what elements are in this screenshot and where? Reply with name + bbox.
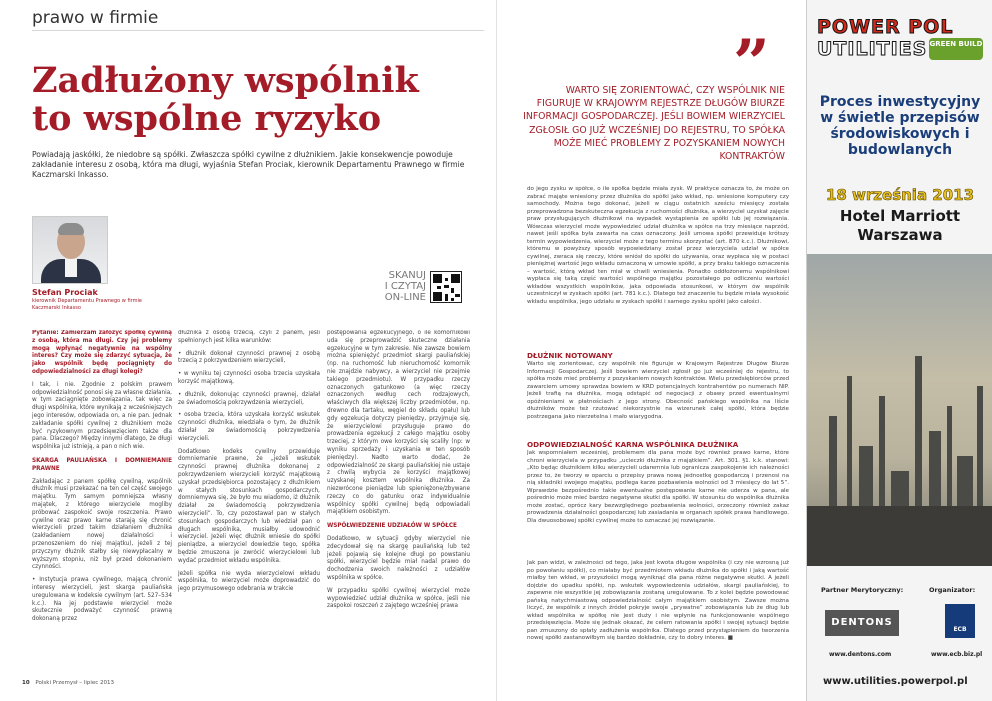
green-build-badge: GREEN BUILD (929, 38, 983, 60)
partner-label: Partner Merytoryczny: (821, 586, 904, 594)
qr-code-icon[interactable] (430, 271, 462, 303)
scan-cta-line: I CZYTAJ (384, 281, 426, 292)
pull-quote: WARTO SIĘ ZORIENTOWAĆ, CZY WSPÓLNIK NIE FIGURUJE W KRAJOWYM REJESTRZE DŁUGÓW BIURZE INFORMACJI GOSPODARCZEJ. JEŚLI BOWIEM WIERZYCIEL ZGŁOSIŁ GO JUŻ WCZEŚNIEJ DO REJESTRU, TO SPÓŁKA MOŻE MIEĆ PROBLEMY Z POZYSKANIEM NOWYCH KONTRAKTÓW (523, 85, 785, 163)
article-column-2 (178, 330, 320, 650)
paragraph: Zakładając z panem spółkę cywilną, wspólnik dłużnik musi przekazać na ten cel część swojego majątku. Tym samym pomniejsza własny majątek, z którego wierzyciele mogliby próbować zaspokoić swoje roszczenia. Prawo cywilne oraz prawo karne starają się chronić wierzycieli przed takim działaniem dłużnika (zakładaniem nowej działalności i przenoszeniem do niej majątku), jeżeli z tej przyczyny dłużnik stałby się niewypłacalny w wyższym stopniu, niż był przed dokonaniem czynności. (32, 478, 172, 571)
page-footer (22, 680, 114, 686)
article-column-1 (32, 330, 172, 650)
headline-line-1: Zadłużony wspólnik (32, 60, 419, 101)
author-name: Stefan Prociak (32, 288, 98, 297)
article-headline (32, 62, 482, 138)
organizer-label: Organizator: (929, 586, 976, 594)
main-url-link[interactable]: www.utilities.powerpol.pl (823, 676, 968, 687)
paragraph: • Instytucja prawa cywilnego, mającą chronić interesy wierzycieli, jest skarga pauliańska uregulowana w kodeksie cywilnym (art. 527–534 k.c.). Na jej podstawie wierzyciel może skutecznie podważyć czynność prawną dokonaną przez (32, 577, 172, 623)
bullet-item: • osoba trzecia, która uzyskała korzyść wskutek czynności dłużnika, wiedziała o tym, że dłużnik działał ze świadomością pokrzywdzenia wierzycieli. (178, 412, 320, 442)
publication-name: Polski Przemysł – lipiec 2013 (35, 680, 115, 686)
ad-logo-top: POWER POL (817, 16, 954, 38)
advertisement[interactable] (806, 0, 992, 701)
paragraph: Warto się zorientować, czy wspólnik nie figuruje w Krajowym Rejestrze Długów Biurze Informacji Gospodarczej. Jeśli bowiem wierzyciel zgłosił go już wcześniej do rejestru, to spółka może mieć problemy z pozyskaniem nowych kontraktów. Wielu przedsiębiorców przed zawarciem umowy sprawdza bowiem w KRD potencjalnych kontrahentów po numerach NIP. Jeżeli trafią na dłużnika, mogą odstąpić od negocjacji z obawy przed ewentualnymi opóźnieniami w płatnościach z jego strony. Obecność pańskiego wspólnika na liście dłużników może też rzutować niekorzystnie na wizerunek całej spółki, która będzie postrzegana jako nierzetelna i mało wiarygodna. (527, 361, 789, 420)
partner-url-link[interactable]: www.dentons.com (829, 651, 892, 658)
section-label: prawo w firmie (32, 8, 159, 28)
ad-venue-line: Warszawa (857, 226, 943, 244)
paragraph: Dodatkowo kodeks cywilny przewiduje domniemanie prawne, że „jeżeli wskutek czynności prawnej dłużnika dokonanej z pokrzywdzeniem wierzycieli korzyść majątkową uzyskał przedsiębiorca pozostający z dłużnikiem w stałych stosunkach gospodarczych, domniemywa się, że było mu wiadomo, iż dłużnik działał ze świadomością pokrzywdzenia wierzycieli”. To, czy pozostawał pan w stałych stosunkach gospodarczych lub wiedział pan o długach wspólnika, musiałby udowodnić wierzyciel. Jeżeli więc dłużnik wniesie do spółki pieniądze, a wierzyciel dowiedzie tego, spółka będzie zmuszona je zwrócić wierzycielowi lub wydać przedmiot wkładu wspólnika. (178, 448, 320, 564)
industrial-skyline-image (807, 254, 992, 566)
paragraph: Jak wspomniałem wcześniej, problemem dla pana może być również prawo karne, które chroni wierzyciela w przypadku „ucieczki dłużnika z majątkiem”. Art. 301. §1. k.k. stanowi: „Kto będąc dłużnikiem kilku wierzycieli udaremnia lub ogranicza zaspokojenie ich należności przez to, że tworzy w oparciu o przepisy prawa nową jednostkę gospodarczą i przenosi na nią składniki swojego majątku, podlega karze pozbawienia wolności od 3 miesięcy do lat 5”. Wprawdzie bezpośrednio takie ewentualne postępowanie karne nie uderza w pana, ale pośrednio może mieć bardzo negatywne skutki dla spółki. W stosunku do wspólnika dłużnika może zostać, oprócz kary bezwzględnego pozbawienia wolności, orzeczony również zakaz prowadzenia działalności gospodarczej lub zasiadania w organach spółek prawa handlowego. Dla dwuosobowej spółki cywilnej może to oznaczać jej rozwiązanie. (527, 450, 789, 524)
ad-venue (815, 207, 985, 245)
scan-cta-line: ON-LINE (384, 292, 426, 303)
author-role: kierownik Departamentu Prawnego w firmie Kaczmarski Inkasso (32, 298, 142, 311)
paragraph: postępowania egzekucyjnego, o ile komornikowi uda się przeprowadzić skuteczne działania egzekucyjne w tym zakresie. Nie zawsze bowiem można spieniężyć przedmiot skargi pauliańskiej (np. na ruchomość lub nieruchomość komornik nie znajdzie nabywcy, a wierzyciel nie przejmie takiego przedmiotu). W przypadku rzeczy oznaczonych gatunkowo (a więc rzeczy oznaczonych według cech rodzajowych, właściwych dla większej liczby przedmiotów, np. drewno dla tartaku, węgiel do składu opału) lub gdy egzekucja dotyczy pieniędzy, przyjmuje się, że wierzycielowi przysługuje prawo do prowadzenia egzekucji z całego majątku osoby trzeciej, z którym owe korzyści się scaliły (np: w wyniku sprzedaży i uzyskania w ten sposób pieniędzy). Nadto warto dodać, że odpowiedzialność ze skargi pauliańskiej nie ustaje z chwilą wybycia ze korzyści majątkowej uzyskanej kosztem wspólnika dłużnika. Za niezwrócone pieniądze lub spieniężone/zbywane rzeczy co do gatunku oraz indywidualnie wspólnicy spółki cywilnej będą odpowiadali majątkiem osobistym. (327, 330, 470, 516)
dentons-logo: DENTONS (825, 610, 899, 636)
bullet-item: • dłużnik dokonał czynności prawnej z osobą trzecią z pokrzywdzeniem wierzycieli, (178, 350, 320, 365)
paragraph: Jeżeli spółka nie wyda wierzycielowi wkładu wspólnika, to wierzyciel może doprowadzić do jego przymusowego odebrania w trakcie (178, 570, 320, 593)
right-page (496, 0, 806, 701)
subheading: SKARGA PAULIAŃSKA I DOMNIEMANIE PRAWNE (32, 457, 172, 472)
subheading: WSPÓŁWIEDZENIE UDZIAŁÓW W SPÓŁCE (327, 523, 457, 530)
organizer-url-link[interactable]: www.ecb.biz.pl (931, 651, 983, 658)
subheading: ODPOWIEDZIALNOŚĆ KARNA WSPÓLNIKA DŁUŻNIKA (527, 440, 739, 449)
ad-title: Proces inwestycyjny w świetle przepisów środowiskowych i budowlanych (819, 94, 981, 158)
article-lead: Powiadają jaskółki, że niedobre są spółki. Zwłaszcza spółki cywilne z dłużnikiem. Jakie konsekwencje powoduje zakładanie interesu z osobą, która ma długi, wyjaśnia Stefan Prociak, kierownik Departamentu Prawnego w firmie Kaczmarski Inkasso. (32, 150, 465, 179)
scan-cta (374, 270, 426, 303)
subheading: DŁUŻNIK NOTOWANY (527, 351, 613, 360)
headline-line-2: to wspólne ryzyko (32, 98, 382, 139)
page-number: 10 (22, 680, 30, 686)
reader-question: Pytanie: Zamierzam założyć spółkę cywilną z osobą, która ma długi. Czy jej problemy mogą wpłynąć negatywnie na wspólny interes? Czy może się zdarzyć sytuacja, że jako wspólnik będę pociągnięty do odpowiedzialności za długi kolegi? (32, 330, 172, 375)
section-divider (32, 30, 484, 31)
bullet-item: • dłużnik, dokonując czynności prawnej, działał ze świadomością pokrzywdzenia wierzycieli, (178, 391, 320, 406)
ad-date: 18 września 2013 (825, 186, 975, 204)
paragraph: I tak, i nie. Zgodnie z polskim prawem odpowiedzialność ponosi się za własne działania, w tym zaciągnięte zobowiązania, tak więc za długi wspólnika, które wynikają z wcześniejszych jego interesów, odpowiada on, a nie pan. Jednak zakładanie spółki cywilnej z dłużnikiem może być ryzykownym przedsięwzięciem także dla pana. Dlaczego? Między innymi dlatego, że długi wspólnika już istnieją, a pan o nich wie. (32, 381, 172, 451)
ad-logo (817, 16, 983, 70)
ad-venue-line: Hotel Marriott (839, 207, 961, 225)
paragraph: Dodatkowo, w sytuacji gdyby wierzyciel nie zdecydował się na skargę pauliańską lub też jeżeli pojawią się kolejne długi po powstaniu spółki, wierzyciel będzie miał nadal prawo do dochodzenia swoich należności z udziałów wspólnika w spółce. (327, 535, 470, 581)
paragraph: dłużnika z osobą trzecią, czyli z panem, jeśli spełnionych jest kilka warunków: (178, 330, 320, 344)
article-column-3 (327, 330, 470, 650)
quote-mark-icon: ” (733, 26, 770, 101)
paragraph: W przypadku spółki cywilnej wierzyciel może wypowiedzieć udział dłużnika w spółce, jeśli nie zaspokoi roszczeń z zajętego wcześniej prawa (327, 587, 470, 610)
paragraph: Jak pan widzi, w zależności od tego, jaka jest kwota długów wspólnika (i czy nie wzrosną już po powołaniu spółki), co miałaby być przedmiotem wkładu dłużnika do spółki i jaką wartość miałby ten wkład, w przyszłości mogą wyniknąć dla pana różne negatywne skutki. A jeżeli dojdzie do upadku spółki, np. wskutek wypowiedzenia udziałów, skargi pauliańskiej, to zapewne nie wszystkie jej zobowiązania zostaną uregulowane. To z kolei będzie powodować pańską natychmiastową odpowiedzialność całym majątkiem osobistym. Zawsze można liczyć, że wspólnik z innych źródeł pokryje swoje „prywatne” zobowiązania lub że dług lub wkład wspólnika w spółkę nie jest duży i nie wpłynie na funkcjonowanie wspólnego przedsięwzięcia. Może się jednak okazać, że celem ratowania spółki i swojej sytuacji będzie pan zmuszony do spłaty zadłużenia wspólnika. Dlatego przed przystąpieniem do tworzenia nowej spółki zastanowiłbym się bardzo dokładnie, czy to dobry interes. ■ (527, 560, 789, 641)
ecb-logo: ECB (945, 604, 975, 638)
bullet-item: • w wyniku tej czynności osoba trzecia uzyskała korzyść majątkową, (178, 371, 320, 385)
ad-logo-bottom: UTILITIES (817, 38, 928, 60)
paragraph: do jego zysku w spółce, o ile spółka będzie miała zysk. W praktyce oznacza to, że może on zabrać mająte wniesiony przez dłużnika do spółki jako wkład, np. wniesione komputery czy samochody. Można tego dokonać, jeżeli w ciągu ostatnich sześciu miesięcy została przeprowadzona bezskuteczna egzekucja z ruchomości dłużnika, a wierzyciel uzyskał zajęcie praw przysługujących dłużnikowi na wypadek wystąpienia ze spółki lub jej rozwiązania. Wówczas wierzyciel może wypowiedzieć udział dłużnika w spółce na trzy miesiące naprzód, nawet jeśli spółka była zawarta na czas oznaczony. Jeśli umowa spółki przewiduje krótszy termin wypowiedzenia, wierzyciel może z tego terminu skorzystać (art. 870 k.c.). Dłużnikowi, któremu w powyższy sposób wypowiedziany został przez wierzyciela udział w spółce cywilnej, zwraca się rzeczy, które wniósł do spółki do używania, oraz wypłaca się w postaci pieniężnej wartość jego wkładu oznaczoną w umowie spółki, a przy braku takiego oznaczenia – wartość, którą wkład ten miał w chwili wniesienia. Ponadto oddłożonemu wspólnikowi wypłaca się taką część wartości wspólnego majątku pozostałego po odliczeniu wartości wkładów wszystkich wspólników, jaka odpowiada stosunkowi, w którym ów wspólnik uczestniczył w zyskach spółki (art. 781 k.c.). Dlatego też znaczenie tu będzie miała wysokość wkładu wspólnika, jego udziału w zyskach spółki i samego zysku spółki jako całości. (527, 186, 789, 305)
scan-cta-line: SKANUJ (388, 270, 426, 281)
author-photo (32, 216, 108, 284)
